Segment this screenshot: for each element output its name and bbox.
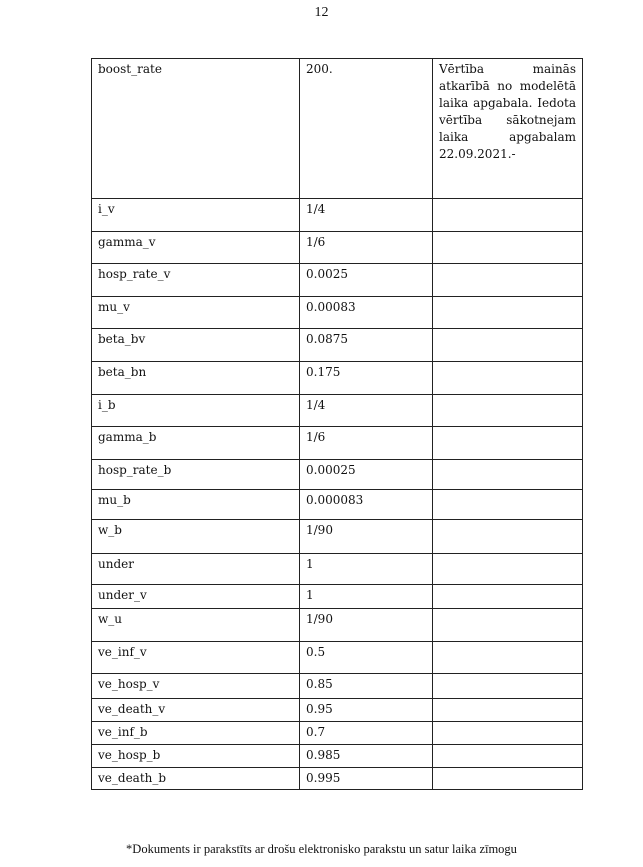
param-note: [433, 520, 583, 554]
param-value: 0.00025: [300, 460, 433, 490]
param-name: mu_v: [92, 297, 300, 329]
table-row: [92, 362, 583, 395]
param-note: [433, 362, 583, 395]
param-name: w_u: [92, 609, 300, 642]
table-row: [92, 297, 583, 329]
param-value: 0.175: [300, 362, 433, 395]
param-note: [433, 490, 583, 520]
param-value: 1/6: [300, 427, 433, 460]
param-note: [433, 674, 583, 699]
table-row: [92, 520, 583, 554]
param-name: ve_hosp_v: [92, 674, 300, 699]
table-row: [92, 329, 583, 362]
param-note: [433, 329, 583, 362]
param-value: 0.985: [300, 745, 433, 768]
param-value: 1/90: [300, 609, 433, 642]
param-value: 0.95: [300, 699, 433, 722]
param-name: hosp_rate_b: [92, 460, 300, 490]
param-name: ve_death_v: [92, 699, 300, 722]
param-note: [433, 699, 583, 722]
table-row: [92, 264, 583, 297]
table-row: [92, 59, 583, 199]
param-name: hosp_rate_v: [92, 264, 300, 297]
table-row: [92, 585, 583, 609]
table-row: [92, 199, 583, 232]
param-note: [433, 264, 583, 297]
param-name: gamma_b: [92, 427, 300, 460]
param-note: [433, 395, 583, 427]
param-name: i_b: [92, 395, 300, 427]
page-number: 12: [314, 5, 329, 20]
param-value: 200.: [300, 59, 433, 199]
table-row: [92, 460, 583, 490]
param-note: [433, 642, 583, 674]
table-row: [92, 674, 583, 699]
param-value: 1/6: [300, 232, 433, 264]
signature-footer-note: *Dokuments ir parakstīts ar drošu elektronisko parakstu un satur laika zīmogu: [126, 842, 517, 856]
param-value: 0.0875: [300, 329, 433, 362]
table-row: [92, 699, 583, 722]
table-row: [92, 427, 583, 460]
param-value: 0.0025: [300, 264, 433, 297]
param-note: [433, 722, 583, 745]
param-name: i_v: [92, 199, 300, 232]
param-name: ve_inf_b: [92, 722, 300, 745]
param-value: 0.00083: [300, 297, 433, 329]
param-name: gamma_v: [92, 232, 300, 264]
param-value: 1: [300, 585, 433, 609]
param-name: beta_bn: [92, 362, 300, 395]
param-name: ve_inf_v: [92, 642, 300, 674]
param-value: 1/4: [300, 199, 433, 232]
param-name: ve_hosp_b: [92, 745, 300, 768]
param-name: beta_bv: [92, 329, 300, 362]
param-note: [433, 609, 583, 642]
param-note: [433, 460, 583, 490]
parameter-table: [91, 58, 583, 790]
param-note: [433, 585, 583, 609]
table-row: [92, 745, 583, 768]
param-name: under: [92, 554, 300, 585]
param-value: 0.5: [300, 642, 433, 674]
param-name: under_v: [92, 585, 300, 609]
table-row: [92, 722, 583, 745]
param-value: 1: [300, 554, 433, 585]
param-note: [433, 199, 583, 232]
table-row: [92, 490, 583, 520]
param-note: [433, 745, 583, 768]
table-row: [92, 642, 583, 674]
param-value: 1/4: [300, 395, 433, 427]
table-row: [92, 768, 583, 790]
param-value: 0.85: [300, 674, 433, 699]
param-value: 1/90: [300, 520, 433, 554]
param-note: Vērtība mainās atkarībā no modelētā laika apgabala. Iedota vērtība sākotnejam laika apgabalam 22.09.2021.-: [433, 59, 583, 199]
param-note: [433, 232, 583, 264]
param-note: [433, 768, 583, 790]
param-name: ve_death_b: [92, 768, 300, 790]
param-value: 0.7: [300, 722, 433, 745]
param-note: [433, 427, 583, 460]
param-name: boost_rate: [92, 59, 300, 199]
table-row: [92, 609, 583, 642]
table-row: [92, 232, 583, 264]
param-name: mu_b: [92, 490, 300, 520]
param-note: [433, 297, 583, 329]
param-value: 0.000083: [300, 490, 433, 520]
table-row: [92, 554, 583, 585]
table-row: [92, 395, 583, 427]
param-name: w_b: [92, 520, 300, 554]
param-note: [433, 554, 583, 585]
param-value: 0.995: [300, 768, 433, 790]
